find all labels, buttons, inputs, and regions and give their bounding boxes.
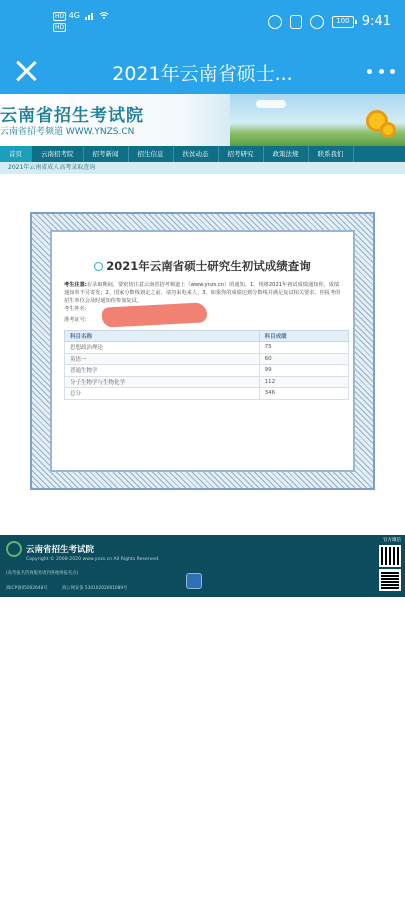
- certificate-title: [52, 258, 353, 274]
- qr-code-icon: [379, 545, 401, 567]
- notice-label: 考生注意:: [64, 282, 87, 288]
- wifi-icon: [99, 11, 109, 20]
- network-label-2: HD: [55, 24, 65, 31]
- signal-icon: [85, 11, 95, 20]
- table-row: [65, 365, 349, 377]
- main-nav: [0, 146, 405, 162]
- score-cell: 99: [259, 365, 348, 377]
- subject-cell: 英语一: [65, 353, 260, 365]
- more-menu-icon[interactable]: [367, 60, 395, 82]
- network-label: HD: [55, 13, 65, 20]
- score-table: [64, 330, 349, 400]
- status-bar: [0, 0, 405, 48]
- banner-image: [230, 94, 405, 146]
- network-type: 4G: [68, 11, 80, 20]
- network-indicator: [53, 11, 109, 33]
- score-cell: 75: [259, 342, 348, 354]
- name-label: 考生姓名:: [64, 306, 87, 312]
- web-page: [0, 94, 405, 900]
- search-icon: [94, 262, 103, 271]
- column-header-subject: 科目名称: [65, 331, 260, 342]
- icp-link[interactable]: 滇ICP备05002648号: [6, 586, 48, 591]
- page-title: 2021年云南省硕士...: [112, 63, 293, 85]
- nav-item-institute[interactable]: 云南招考院: [32, 146, 84, 162]
- table-row: [65, 342, 349, 354]
- score-cell: 112: [259, 376, 348, 388]
- id-label: 准考证号:: [64, 317, 87, 323]
- table-row: [65, 353, 349, 365]
- nav-item-contact[interactable]: 联系我们: [309, 146, 354, 162]
- close-icon[interactable]: [12, 57, 40, 85]
- site-name: 云南省招生考试院: [0, 106, 144, 126]
- redaction-mark: [102, 302, 208, 327]
- nav-item-news[interactable]: 招考新闻: [84, 146, 129, 162]
- score-cell: 60: [259, 353, 348, 365]
- battery-level: 100: [336, 16, 350, 25]
- logo-icon: [6, 541, 22, 557]
- footer-note: (高考报名咨询服务请到各地州报名点): [6, 571, 79, 576]
- table-row: [65, 388, 349, 400]
- app-title-bar: [0, 48, 405, 94]
- nav-item-admission-info[interactable]: 招生信息: [129, 146, 174, 162]
- sunflower-icon: [380, 122, 396, 138]
- footer-site-name: 云南省招生考试院: [26, 545, 95, 555]
- notice-text: 在录取期间，要密切注意云南省招考频道上（www.ynzs.cn）的通知。1、现将2021年初试成绩通知你，成绩通知单不另寄发；2、国家分数线划定之前，请勿来电来人；3、如果你的成绩达到分数线并满足复试相关要求，你报考的招生单位会及时通知你参加复试。: [64, 282, 341, 304]
- subject-cell: 思想政治理论: [65, 342, 260, 354]
- exam-notice: [64, 281, 341, 305]
- nav-item-home[interactable]: 首页: [0, 146, 32, 162]
- table-row: [65, 376, 349, 388]
- vibrate-icon: [290, 15, 302, 29]
- police-record-link[interactable]: 滇公网安备 53010202001089号: [62, 586, 128, 591]
- subject-cell: 普通生物学: [65, 365, 260, 377]
- nav-item-research[interactable]: 招考研究: [219, 146, 264, 162]
- speed-icon: [310, 15, 324, 29]
- score-cell: 346: [259, 388, 348, 400]
- column-header-score: 科目成绩: [259, 331, 348, 342]
- qr-label: 官方微信: [383, 538, 401, 543]
- site-banner: [0, 94, 405, 146]
- nav-item-poverty[interactable]: 扶贫动态: [174, 146, 219, 162]
- gov-badge-icon[interactable]: [186, 573, 202, 589]
- site-subtitle: 云南省招考频道 WWW.YNZS.CN: [0, 127, 135, 137]
- certificate-body: [50, 230, 355, 472]
- battery-icon: [332, 16, 354, 28]
- nav-item-policy[interactable]: 政策法规: [264, 146, 309, 162]
- table-header-row: [65, 331, 349, 342]
- eye-icon: [268, 15, 282, 29]
- plane-icon: [256, 100, 286, 108]
- site-footer: [0, 535, 405, 597]
- clock: 9:41: [361, 14, 391, 29]
- copyright-text: Copyright © 2008-2020 www.ynzs.cn All Rights Reserved.: [26, 557, 160, 562]
- certificate-title-text: 2021年云南省硕士研究生初试成绩查询: [106, 259, 311, 273]
- score-certificate: [30, 212, 375, 490]
- notice-link[interactable]: 2021年云南省成人高考录取查询: [0, 162, 405, 174]
- subject-cell: 分子生物学与生物化学: [65, 376, 260, 388]
- qr-code-icon: [379, 569, 401, 591]
- subject-cell: 总分: [65, 388, 260, 400]
